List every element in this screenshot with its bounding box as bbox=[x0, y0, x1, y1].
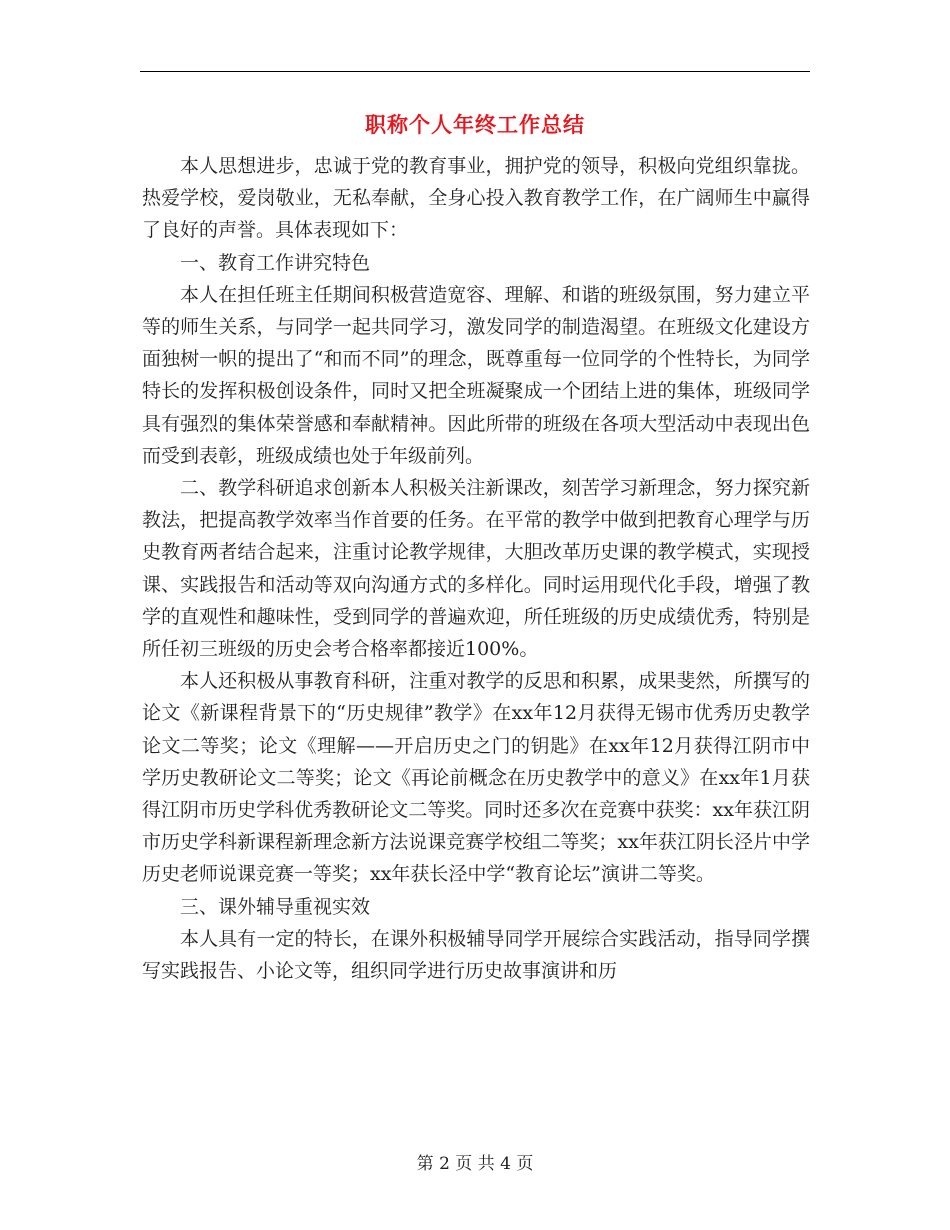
page-footer: 第 2 页 共 4 页 bbox=[416, 1154, 534, 1174]
section-heading-3: 三、课外辅导重视实效 bbox=[180, 895, 371, 918]
paragraph-section-2: 二、教学科研追求创新本人积极关注新课改，刻苦学习新理念，努力探究新教法，把提高教学效率当作首要的任务。在平常的教学中做到把教育心理学与历史教育两者结合起来，注重讨论教学规律，大胆改革历史课的教学模式，实现授课、实践报告和活动等双向沟通方式的多样化。同时运用现代化手段，增强了教学的直观性和趣味性，受到同学的普遍欢迎，所任班级的历史成绩优秀，特别是所任初三班级的历史会考合格率都接近100%。 bbox=[142, 477, 810, 661]
header-rule bbox=[140, 71, 810, 72]
paragraph-section-3: 本人具有一定的特长，在课外积极辅导同学开展综合实践活动，指导同学撰写实践报告、小论文等，组织同学进行历史故事演讲和历 bbox=[142, 927, 810, 983]
section-heading-1: 一、教育工作讲究特色 bbox=[180, 251, 371, 274]
document-body bbox=[142, 150, 810, 987]
paragraph-intro: 本人思想进步，忠诚于党的教育事业，拥护党的领导，积极向党组织靠拢。热爱学校，爱岗敬业，无私奉献，全身心投入教育教学工作，在广阔师生中赢得了良好的声誉。具体表现如下： bbox=[142, 155, 810, 242]
paragraph-section-1: 本人在担任班主任期间积极营造宽容、理解、和谐的班级氛围，努力建立平等的师生关系，与同学一起共同学习，激发同学的制造渴望。在班级文化建设方面独树一帜的提出了“和而不同”的理念，既尊重每一位同学的个性特长，为同学特长的发挥积极创设条件，同时又把全班凝聚成一个团结上进的集体，班级同学具有强烈的集体荣誉感和奉献精神。因此所带的班级在各项大型活动中表现出色而受到表彰，班级成绩也处于年级前列。 bbox=[142, 283, 810, 467]
document-title: 职称个人年终工作总结 bbox=[365, 112, 585, 137]
paragraph-research: 本人还积极从事教育科研，注重对教学的反思和积累，成果斐然，所撰写的论文《新课程背景下的“历史规律”教学》在xx年12月获得无锡市优秀历史教学论文二等奖；论文《理解——开启历史之门的钥匙》在xx年12月获得江阴市中学历史教研论文二等奖；论文《再论前概念在历史教学中的意义》在xx年1月获得江阴市历史学科优秀教研论文二等奖。同时还多次在竞赛中获奖：xx年获江阴市历史学科新课程新理念新方法说课竞赛学校组二等奖；xx年获江阴长泾片中学历史老师说课竞赛一等奖；xx年获长泾中学“教育论坛”演讲二等奖。 bbox=[142, 670, 810, 886]
